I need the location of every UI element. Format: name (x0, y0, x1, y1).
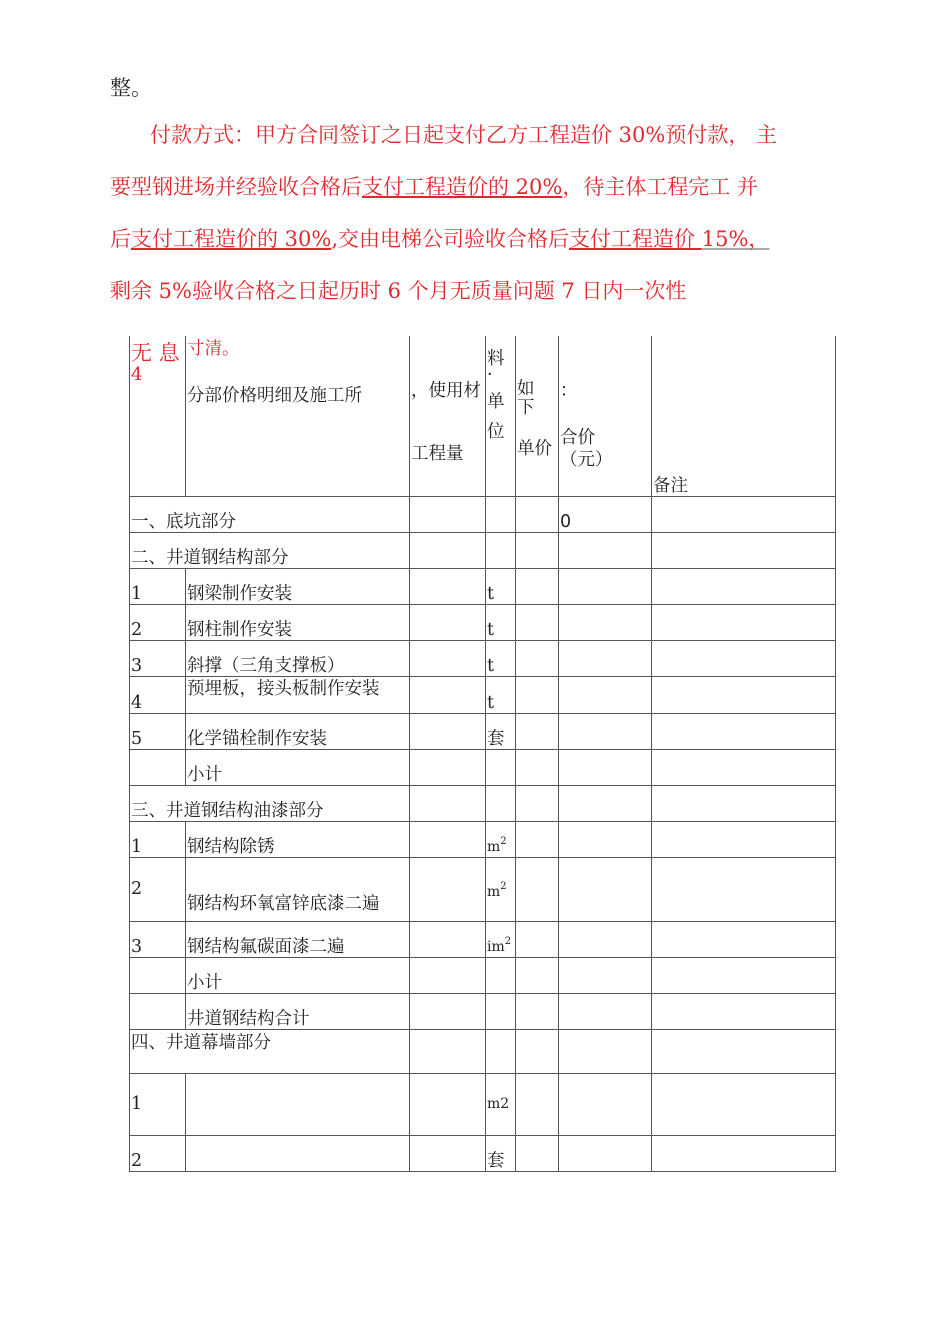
table-row (130, 1135, 836, 1171)
subtotal-row (130, 957, 836, 993)
row-name: 斜撑（三角支撑板） (186, 640, 410, 676)
table-row (130, 821, 836, 857)
header-c1-top: 无 息 (131, 341, 180, 365)
row-name (186, 1073, 410, 1135)
table-row (130, 921, 836, 957)
row-unit: 套 (486, 1135, 516, 1171)
header-c1-num: 4 (131, 364, 143, 385)
row-unit: t (486, 604, 516, 640)
row-name-text: 预埋板，接头板制作安装 (187, 678, 380, 699)
row-name: 化学锚栓制作安装 (186, 713, 410, 749)
row-unit: t (486, 676, 516, 713)
row-name: 钢结构除锈 (186, 821, 410, 857)
row-name: 钢柱制作安装 (186, 604, 410, 640)
section-1-total: 0 (559, 496, 652, 532)
price-table (129, 336, 836, 1172)
section-row-4 (130, 1029, 836, 1073)
row-unit (486, 921, 516, 957)
payment-line-3-e: 15%， (701, 227, 770, 251)
row-unit (486, 857, 516, 921)
row-unit (486, 821, 516, 857)
payment-line-2 (110, 175, 758, 199)
row-no: 3 (130, 921, 186, 957)
table-row (130, 640, 836, 676)
payment-line-2-a: 要型钢进场并经验收合格后 (110, 175, 362, 199)
section-row-2 (130, 532, 836, 568)
table-row (130, 568, 836, 604)
header-cell-7 (652, 336, 836, 496)
row-no: 5 (130, 713, 186, 749)
payment-line-3-d: 支付工程造价 (569, 227, 702, 251)
table-row (130, 604, 836, 640)
header-cell-4 (486, 336, 516, 496)
table-row (130, 713, 836, 749)
payment-line-1: 付款方式：甲方合同签订之日起支付乙方工程造价 30%预付款， 主 (150, 123, 778, 147)
header-c2-mid: 分部价格明细及施工所 (187, 386, 362, 406)
header-cell-1 (130, 336, 186, 496)
payment-line-3-c: ,交由电梯公司验收合格后 (331, 227, 570, 251)
table-row (130, 857, 836, 921)
row-name (186, 676, 410, 713)
row-name: 钢结构氟碳面漆二遍 (186, 921, 410, 957)
header-c6-bot: 合价（元） (560, 428, 613, 470)
header-cell-3 (410, 336, 486, 496)
payment-line-3-b: 支付工程造价的 30% (131, 227, 332, 251)
row-no: 3 (130, 640, 186, 676)
row-unit-sup: 2 (500, 835, 507, 847)
row-no: 1 (130, 568, 186, 604)
subtotal-row (130, 749, 836, 785)
row-no: 1 (130, 1073, 186, 1135)
row-name (186, 1135, 410, 1171)
header-c4-dot: · (487, 365, 493, 385)
row-unit: t (486, 568, 516, 604)
section-row-1 (130, 496, 836, 532)
row-unit-sup: 2 (504, 935, 512, 947)
section-1-label: 一、底坑部分 (130, 496, 410, 532)
section-2-label: 二、井道钢结构部分 (130, 532, 410, 568)
header-c3-mid: ，使用材 (411, 381, 481, 401)
row-no: 4 (130, 676, 186, 713)
row-no: 2 (130, 1135, 186, 1171)
row-unit-base: im (487, 938, 505, 955)
payment-line-3-a: 后 (110, 227, 131, 251)
payment-line-2-c: ，待主体工程完工 并 (562, 175, 759, 199)
header-c3-bot: 工程量 (411, 444, 464, 464)
row-name: 钢梁制作安装 (186, 568, 410, 604)
row-unit: 套 (486, 713, 516, 749)
payment-line-4: 剩余 5%验收合格之日起历时 6 个月无质量问题 7 日内一次性 (110, 279, 687, 303)
payment-line-2-b: 支付工程造价的 20% (362, 175, 563, 199)
header-c2-top: 寸清。 (187, 339, 240, 359)
header-c7-bot: 备注 (653, 475, 688, 496)
row-no: 1 (130, 821, 186, 857)
payment-line-3 (110, 227, 769, 251)
row-unit: t (486, 640, 516, 676)
header-c5-mid: 如下 (517, 379, 535, 418)
header-cell-5 (516, 336, 559, 496)
table-row (130, 676, 836, 713)
header-cell-2 (186, 336, 410, 496)
header-c5-bot: 单价 (517, 439, 552, 459)
intro-tail: 整。 (110, 76, 152, 100)
row-name: 钢结构环氧富锌底漆二遍 (186, 857, 410, 921)
header-cell-6 (559, 336, 652, 496)
subtotal-label: 小计 (186, 957, 410, 993)
row-no: 2 (130, 604, 186, 640)
header-c6-colon: ： (560, 381, 578, 401)
table-row (130, 1073, 836, 1135)
section-3-label: 三、井道钢结构油漆部分 (130, 785, 410, 821)
header-c4-unit: 单位 (487, 392, 505, 442)
row-unit: m2 (486, 1073, 516, 1135)
row-unit-base: m (487, 883, 501, 900)
row-unit-base: m (487, 838, 501, 855)
subtotal-label: 小计 (186, 749, 410, 785)
total-row (130, 993, 836, 1029)
section-4-label: 四、井道幕墙部分 (130, 1029, 410, 1073)
total-label: 井道钢结构合计 (186, 993, 410, 1029)
section-row-3 (130, 785, 836, 821)
row-no: 2 (130, 857, 186, 921)
header-c4-top: 料 (487, 349, 505, 369)
row-unit-sup: 2 (500, 880, 507, 892)
table-header-row (130, 336, 836, 496)
